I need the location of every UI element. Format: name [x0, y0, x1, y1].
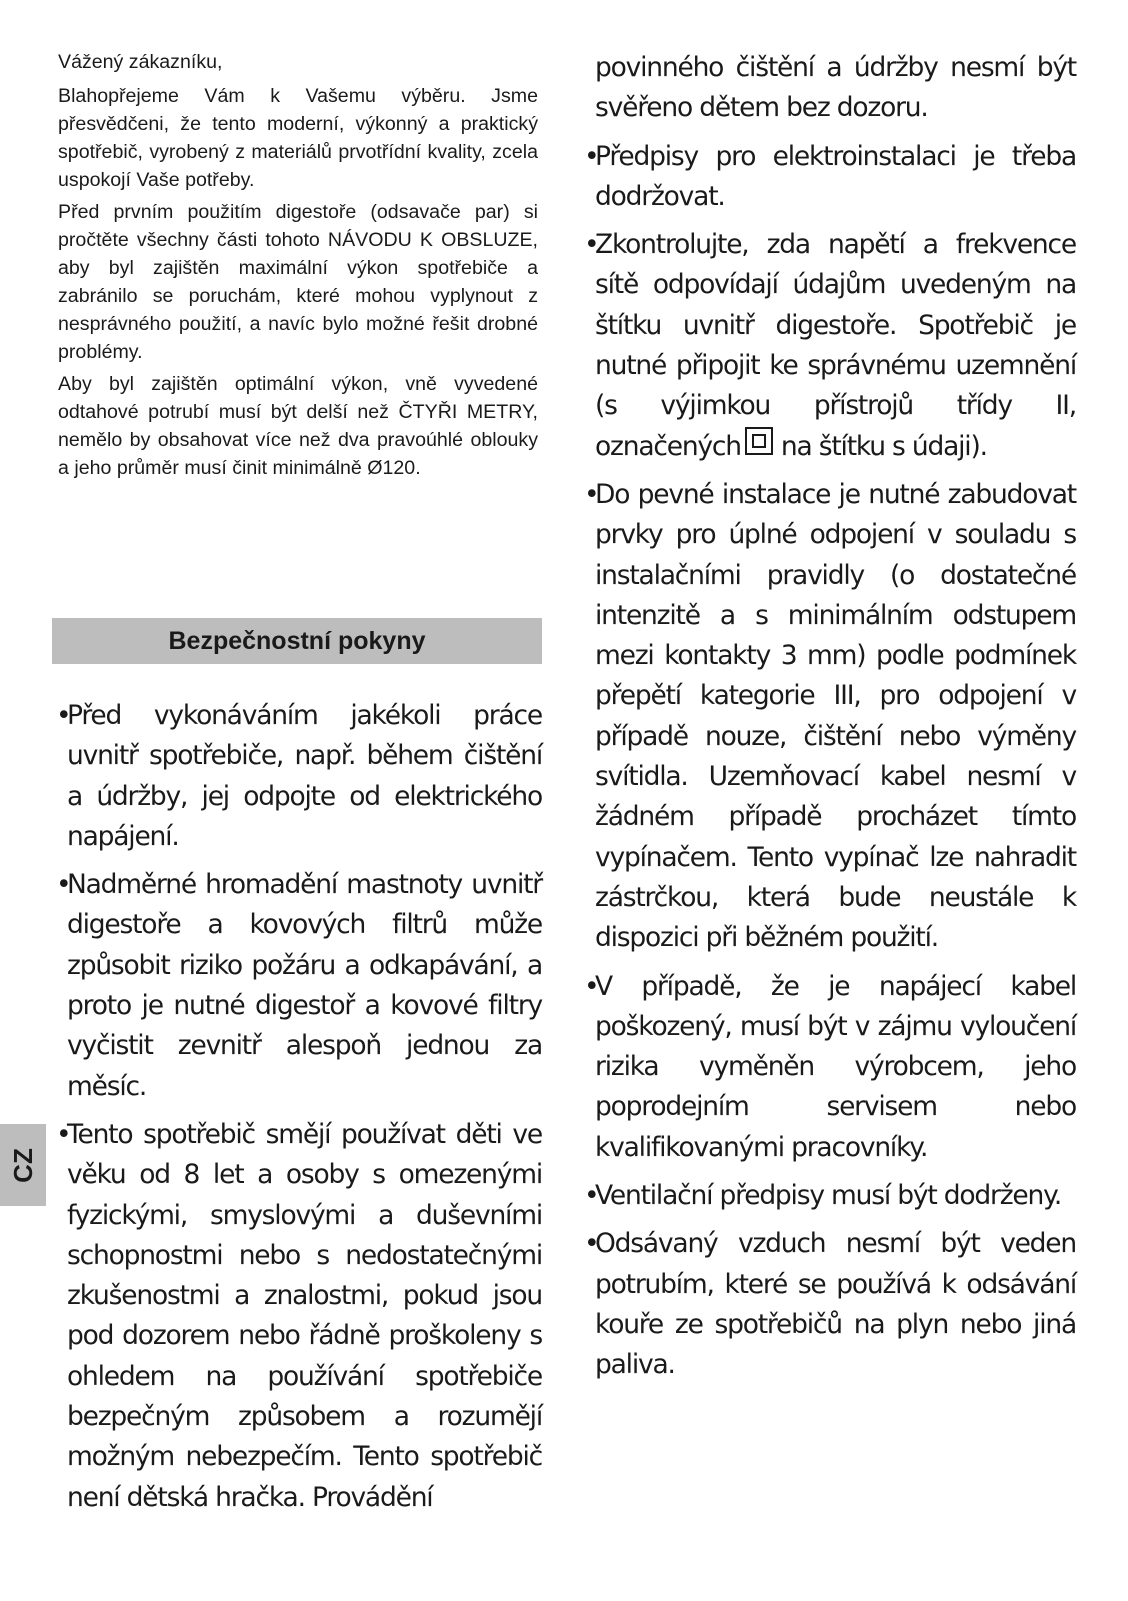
safety-item: • Předpisy pro elektroinstalaci je třeba dodržovat.	[586, 137, 1076, 218]
voltage-text: Zkontrolujte, zda napětí a frekvence sítě odpovídají údajům uvedeným na štítku uvnitř digestoře. Spotřebič je nutné připojit ke správnému uzemnění (s výjimkou přístrojů třídy II, označených	[595, 229, 1076, 462]
safety-item: • Nadměrné hromadění mastnoty uvnitř digestoře a kovových filtrů může způsobit riziko požáru a odkapávání, a proto je nutné digestoř a kovové filtry vyčistit zevnitř alespoň jednou za měsíc.	[58, 865, 542, 1107]
safety-item-continuation: povinného čištění a údržby nesmí být svěřeno dětem bez dozoru.	[595, 52, 1076, 124]
language-tab	[0, 1124, 46, 1206]
safety-item: • Odsávaný vzduch nesmí být veden potrubím, které se používá k odsávání kouře ze spotřebičů na plyn nebo jiná paliva.	[586, 1224, 1076, 1385]
safety-item: • Před vykonáváním jakékoli práce uvnitř spotřebiče, např. během čištění a údržby, jej odpojte od elektrického napájení.	[58, 696, 542, 857]
intro-paragraph: Aby byl zajištěn optimální výkon, vně vyvedené odtahové potrubí musí být delší než ČTYŘI METRY, nemělo by obsahovat více než dva pravoúhlé oblouky a jeho průměr musí činit minimálně Ø120.	[58, 373, 538, 479]
safety-item: • Do pevné instalace je nutné zabudovat prvky pro úplné odpojení v souladu s instalačními pravidly (o dostatečné intenzitě a s minimálním odstupem mezi kontakty 3 mm) podle podmínek přepětí kategorie III, pro odpojení v případě nouze, čištění nebo výměny svítidla. Uzemňovací kabel nesmí v žádném případě procházet tímto vypínačem. Tento vypínač lze nahradit zástrčkou, která bude neustále k dispozici při běžném použití.	[586, 475, 1076, 959]
greeting: Vážený zákazníku,	[58, 51, 223, 73]
intro-paragraph: Před prvním použitím digestoře (odsavače par) si pročtěte všechny části tohoto NÁVODU K OBSLUZE, aby byl zajištěn maximální výkon spotřebiče a zabránilo se poruchám, které mohou vyplynout z nesprávného použití, a navíc bylo možné řešit drobné problémy.	[58, 201, 538, 363]
safety-item: • Tento spotřebič smějí používat děti ve věku od 8 let a osoby s omezenými fyzickými, smyslovými a duševními schopnostmi nebo s nedostatečnými zkušenostmi a znalostmi, pokud jsou pod dozorem nebo řádně proškoleny s ohledem na používání spotřebiče bezpečným způsobem a rozumějí možným nebezpečím. Tento spotřebič není dětská hračka. Provádění	[58, 1115, 542, 1518]
safety-list-right	[586, 48, 1076, 1394]
class-ii-symbol-icon	[745, 427, 777, 457]
intro-text	[58, 48, 538, 486]
voltage-text-end: na štítku s údaji).	[780, 430, 987, 462]
section-header	[52, 618, 542, 664]
language-code: CZ	[7, 1147, 38, 1183]
safety-item: • V případě, že je napájecí kabel poškozený, musí být v zájmu vyloučení rizika vyměněn výrobcem, jeho poprodejním servisem nebo kvalifikovanými pracovníky.	[586, 967, 1076, 1168]
safety-item: • Ventilační předpisy musí být dodrženy.	[586, 1176, 1076, 1216]
intro-paragraph: Blahopřejeme Vám k Vašemu výběru. Jsme přesvědčeni, že tento moderní, výkonný a praktický spotřebič, vyrobený z materiálů prvotřídní kvality, zcela uspokojí Vaše potřeby.	[58, 85, 538, 191]
section-title: Bezpečnostní pokyny	[168, 626, 426, 655]
safety-item-voltage	[586, 225, 1076, 467]
safety-list-left	[58, 696, 542, 1526]
